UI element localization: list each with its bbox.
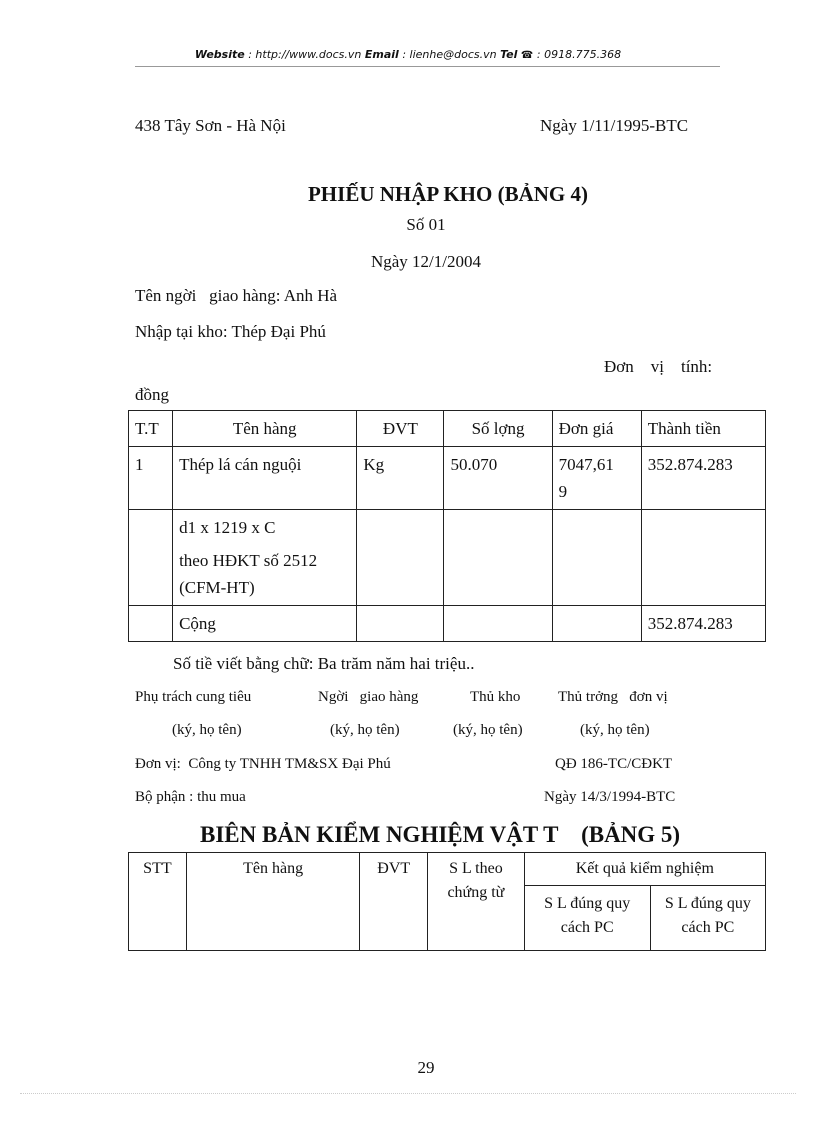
cell-empty: [641, 510, 765, 606]
unit-value: đồng: [135, 385, 169, 404]
page-number: 29: [417, 1058, 435, 1077]
cell-empty: [444, 510, 552, 606]
price-part-1: 7047,61: [558, 455, 614, 474]
header-cell: Đơn giá: [552, 411, 641, 447]
receipt-table: [128, 410, 766, 642]
cell-empty: [129, 510, 173, 606]
footer-divider: [20, 1093, 796, 1094]
signer-role: Thủ kho: [470, 689, 521, 705]
header-correct: S L đúng quy cách PC: [524, 886, 650, 951]
sum-total: 352.874.283: [641, 606, 765, 642]
signer-role: Phụ trách cung tiêu: [135, 689, 252, 705]
cell-name-detail: [173, 510, 357, 606]
phone-icon: ☎: [520, 50, 534, 61]
signer-role: Ngời giao hàng: [318, 689, 419, 705]
header-cell: Thành tiền: [641, 411, 765, 447]
tel-value: : 0918.775.368: [533, 48, 622, 61]
cell-empty: [552, 606, 641, 642]
header-result: Kết quả kiểm nghiệm: [524, 853, 765, 886]
warehouse: Nhập tại kho: Thép Đại Phú: [135, 322, 326, 341]
table-sum-row: [129, 606, 766, 642]
header-cell: ĐVT: [357, 411, 444, 447]
price-part-2: 9: [558, 482, 568, 501]
website-label: Website: [194, 48, 245, 61]
detail-line: d1 x 1219 x C: [179, 518, 276, 537]
header-name: Tên hàng: [186, 853, 360, 951]
cell-price: [552, 447, 641, 510]
website-value[interactable]: : http://www.docs.vn: [244, 48, 365, 61]
receipt-date: Ngày 12/1/2004: [370, 252, 482, 271]
cell-empty: [357, 510, 444, 606]
amount-in-words: Số tiề viết bằng chữ: Ba trăm năm hai triệu..: [173, 654, 475, 673]
header-dvt: ĐVT: [360, 853, 428, 951]
deliverer: Tên ngời giao hàng: Anh Hà: [135, 286, 338, 305]
header-cell: Số lợng: [444, 411, 552, 447]
header-cell: T.T: [129, 411, 173, 447]
cell-name: Thép lá cán nguội: [173, 447, 357, 510]
header-sl: [428, 853, 525, 951]
header-correct: S L đúng quy cách PC: [650, 886, 765, 951]
department: Bộ phận : thu mua: [135, 789, 246, 805]
header-divider: [135, 66, 720, 67]
header-sl-line: chứng từ: [447, 884, 505, 901]
unit-info: Đơn vị: Công ty TNHH TM&SX Đại Phú: [135, 756, 391, 772]
table-row: [129, 447, 766, 510]
sign-note: (ký, họ tên): [453, 722, 523, 738]
cell-empty: [129, 606, 173, 642]
sign-note: (ký, họ tên): [330, 722, 400, 738]
inspection-title: BIÊN BẢN KIỂM NGHIỆM VẬT T (BẢNG 5): [200, 822, 681, 847]
detail-line: (CFM-HT): [179, 578, 255, 597]
signer-role: Thủ trởng đơn vị: [558, 689, 668, 705]
tel-label: Tel: [500, 48, 518, 61]
header-sl-line: S L theo: [449, 860, 503, 877]
table-header-row: [129, 853, 766, 886]
address: 438 Tây Sơn - Hà Nội: [135, 116, 286, 135]
cell-empty: [357, 606, 444, 642]
unit-label: Đơn vị tính:: [604, 357, 713, 376]
email-label: Email: [364, 48, 399, 61]
receipt-number: Số 01: [406, 215, 446, 234]
cell-empty: [444, 606, 552, 642]
header-cell: Tên hàng: [173, 411, 357, 447]
regulation-date: Ngày 1/11/1995-BTC: [540, 116, 689, 135]
cell-qty: 50.070: [444, 447, 552, 510]
cell-empty: [552, 510, 641, 606]
inspection-table: [128, 852, 766, 951]
header-stt: STT: [129, 853, 187, 951]
receipt-title: PHIẾU NHẬP KHO (BẢNG 4): [307, 182, 588, 206]
detail-line: theo HĐKT số 2512: [179, 551, 318, 570]
sign-note: (ký, họ tên): [172, 722, 242, 738]
decision-date: Ngày 14/3/1994-BTC: [544, 789, 676, 805]
cell-total: 352.874.283: [641, 447, 765, 510]
sum-label: Cộng: [173, 606, 357, 642]
cell-dvt: Kg: [357, 447, 444, 510]
sign-note: (ký, họ tên): [580, 722, 650, 738]
cell-tt: 1: [129, 447, 173, 510]
email-value[interactable]: : lienhe@docs.vn: [398, 48, 501, 61]
table-row: [129, 510, 766, 606]
table-header-row: [129, 411, 766, 447]
site-header: [0, 48, 816, 61]
decision-ref: QĐ 186-TC/CĐKT: [555, 756, 673, 772]
